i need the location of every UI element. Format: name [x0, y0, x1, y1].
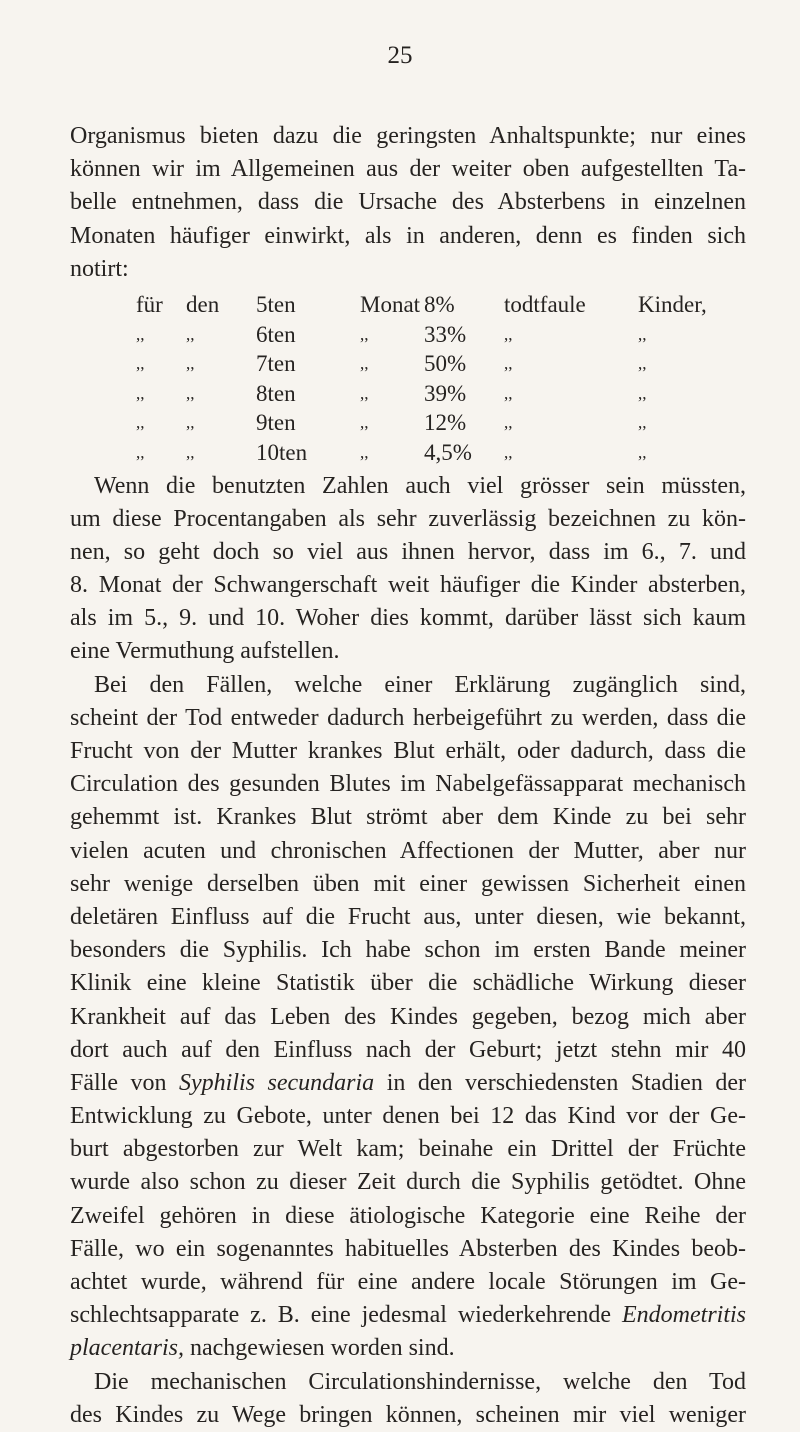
table-row — [70, 379, 746, 409]
table-row — [70, 290, 746, 320]
text-line: als im 5., 9. und 10. Woher dies kommt, darüber lässt sich kaum — [70, 605, 746, 632]
month-ordinal: 5ten — [256, 291, 296, 317]
text-line: eine Vermuthung aufstellen. — [70, 638, 340, 665]
page-number: 25 — [387, 42, 413, 69]
text-fragment: in den verschiedensten Stadien der — [374, 1069, 746, 1096]
text-line: Zweifel gehören in diese ätiologische Kategorie eine Reihe der — [70, 1202, 746, 1229]
month-ordinal: 8ten — [256, 380, 296, 406]
month-percent-table — [70, 290, 746, 468]
italic-term-endometritis: Endometritis — [622, 1302, 746, 1329]
percent-value: 50% — [424, 351, 467, 377]
italic-term-placentaris: placentaris, — [70, 1335, 184, 1362]
ditto-mark: ,, — [638, 442, 647, 462]
text-line: sehr wenige derselben üben mit einer gewissen Sicherheit einen — [70, 870, 746, 897]
month-ordinal: 10ten — [256, 439, 308, 465]
ditto-mark: ,, — [360, 354, 369, 374]
text-line: Bei den Fällen, welche einer Erklärung zugänglich sind, — [94, 671, 746, 698]
ditto-mark: ,, — [360, 383, 369, 403]
paragraph-mechanical — [70, 1366, 746, 1432]
text-line: Krankheit auf das Leben des Kindes gegeben, bezog mich aber — [70, 1003, 746, 1030]
text-line: Wenn die benutzten Zahlen auch viel grösser sein müssten, — [94, 472, 746, 499]
table-row — [70, 408, 746, 438]
body-text — [70, 120, 746, 1432]
ditto-mark: ,, — [504, 324, 513, 344]
label-monat: Monat — [360, 291, 421, 317]
ditto-mark: ,, — [186, 383, 195, 403]
text-line: gehemmt ist. Krankes Blut strömt aber dem Kinde zu bei sehr — [70, 804, 746, 831]
ditto-mark: ,, — [638, 413, 647, 433]
ditto-mark: ,, — [504, 383, 513, 403]
month-ordinal: 6ten — [256, 321, 296, 347]
text-line: dort auch auf den Einfluss nach der Geburt; jetzt stehn mir 40 — [70, 1036, 746, 1063]
paragraph-interpretation — [70, 470, 746, 669]
ditto-mark: ,, — [360, 324, 369, 344]
table-row — [70, 349, 746, 379]
text-line: 8. Monat der Schwangerschaft weit häufiger die Kinder absterben, — [70, 572, 746, 599]
month-ordinal: 9ten — [256, 410, 296, 436]
text-line: vielen acuten und chronischen Affectionen der Mutter, aber nur — [70, 837, 746, 864]
text-line: des Kindes zu Wege bringen können, scheinen mir viel weniger — [70, 1401, 746, 1428]
text-line: notirt: — [70, 255, 129, 282]
ditto-mark: ,, — [186, 354, 195, 374]
ditto-mark: ,, — [186, 442, 195, 462]
text-line: achtet wurde, während für eine andere locale Störungen im Ge- — [70, 1269, 746, 1295]
text-line: deletären Einfluss auf die Frucht aus, unter diesen, wie bekannt, — [70, 903, 746, 930]
ditto-mark: ,, — [504, 354, 513, 374]
ditto-mark: ,, — [638, 324, 647, 344]
text-line — [70, 1299, 746, 1332]
text-line: Klinik eine kleine Statistik über die schädliche Wirkung dieser — [70, 970, 746, 997]
text-line: nen, so geht doch so viel aus ihnen hervor, dass im 6., 7. und — [70, 538, 746, 565]
label-den: den — [186, 291, 220, 317]
ditto-mark: ,, — [638, 354, 647, 374]
ditto-mark: ,, — [186, 413, 195, 433]
ditto-mark: ,, — [136, 324, 145, 344]
percent-value: 4,5% — [424, 439, 472, 465]
text-line — [70, 1067, 746, 1100]
text-line: können wir im Allgemeinen aus der weiter oben aufgestellten Ta- — [70, 156, 746, 183]
paragraph-intro — [70, 120, 746, 286]
text-line: Die mechanischen Circulationshindernisse, welche den Tod — [94, 1368, 746, 1395]
ditto-mark: ,, — [504, 413, 513, 433]
ditto-mark: ,, — [360, 413, 369, 433]
paragraph-syphilis — [70, 669, 746, 1366]
text-line: Monaten häufiger einwirkt, als in anderen, denn es finden sich — [70, 222, 746, 249]
percent-value: 8% — [424, 291, 455, 317]
text-line: Organismus bieten dazu die geringsten Anhaltspunkte; nur eines — [70, 123, 746, 149]
table-row — [70, 438, 746, 468]
text-fragment: schlechtsapparate z. B. eine jedesmal wiederkehrende — [70, 1302, 622, 1329]
month-ordinal: 7ten — [256, 351, 296, 377]
text-line: burt abgestorben zur Welt kam; beinahe ein Drittel der Früchte — [70, 1136, 746, 1163]
ditto-mark: ,, — [136, 442, 145, 462]
table-row — [70, 320, 746, 350]
label-todtfaule: todtfaule — [504, 291, 586, 317]
text-line: wurde also schon zu dieser Zeit durch die Syphilis getödtet. Ohne — [70, 1169, 746, 1196]
ditto-mark: ,, — [186, 324, 195, 344]
text-line: scheint der Tod entweder dadurch herbeigeführt zu werden, dass die — [70, 704, 746, 731]
percent-value: 33% — [424, 321, 467, 347]
text-line: Circulation des gesunden Blutes im Nabelgefässapparat mechanisch — [70, 771, 746, 798]
ditto-mark: ,, — [638, 383, 647, 403]
ditto-mark: ,, — [360, 442, 369, 462]
italic-term-syphilis: Syphilis secundaria — [179, 1069, 375, 1096]
text-line: besonders die Syphilis. Ich habe schon im ersten Bande meiner — [70, 937, 746, 964]
ditto-mark: ,, — [136, 383, 145, 403]
text-fragment: Fälle von — [70, 1069, 180, 1096]
percent-value: 39% — [424, 380, 467, 406]
label-fuer: für — [136, 291, 163, 317]
ditto-mark: ,, — [136, 354, 145, 374]
text-line: belle entnehmen, dass die Ursache des Absterbens in einzelnen — [70, 189, 746, 216]
ditto-mark: ,, — [136, 413, 145, 433]
label-kinder: Kinder, — [638, 291, 707, 317]
ditto-mark: ,, — [504, 442, 513, 462]
text-line: um diese Procentangaben als sehr zuverlässig bezeichnen zu kön- — [70, 505, 746, 532]
text-line: Entwicklung zu Gebote, unter denen bei 12 das Kind vor der Ge- — [70, 1103, 746, 1130]
text-line — [70, 1332, 746, 1365]
text-line: Fälle, wo ein sogenanntes habituelles Absterben des Kindes beob- — [70, 1235, 746, 1262]
text-line: Frucht von der Mutter krankes Blut erhält, oder dadurch, dass die — [70, 738, 746, 764]
text-fragment: nachgewiesen worden sind. — [184, 1335, 455, 1362]
percent-value: 12% — [424, 410, 467, 436]
